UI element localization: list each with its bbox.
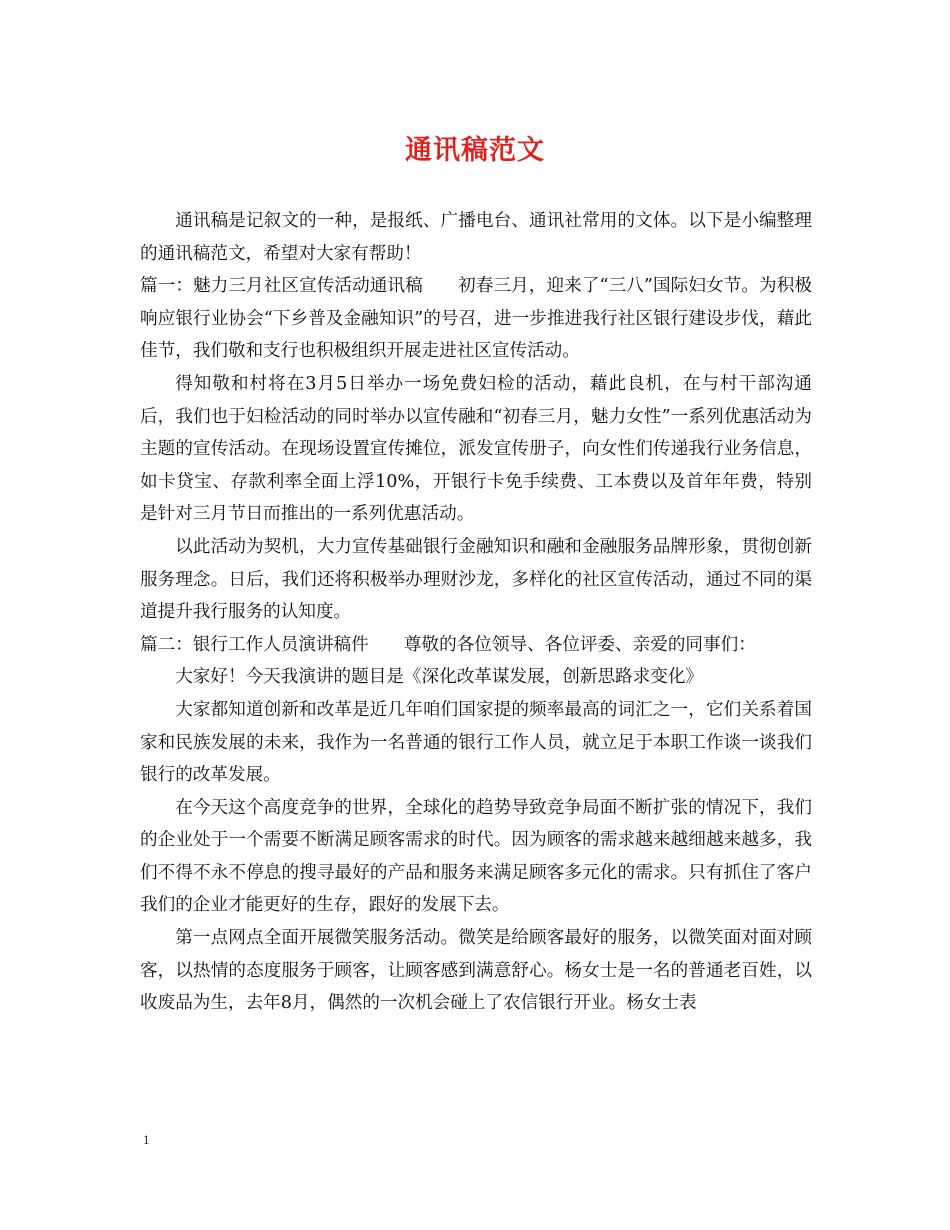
paragraph-competition: 在今天这个高度竞争的世界，全球化的趋势导致竞争局面不断扩张的情况下，我们的企业处于一个需要不断满足顾客需求的时代。因为顾客的需求越来越细越来越多，我们不得不永不停息的搜寻最好的产品和服务来满足顾客多元化的需求。只有抓住了客户我们的企业才能更好的生存，跟好的发展下去。	[140, 797, 812, 916]
paragraph-section-two: 篇二：银行工作人员演讲稿件 尊敬的各位领导、各位评委、亲爱的同事们：	[140, 634, 756, 655]
document-title: 通讯稿范文	[405, 135, 545, 166]
paragraph-intro: 通讯稿是记叙文的一种，是报纸、广播电台、通讯社常用的文体。以下是小编整理的通讯稿范文，希望对大家有帮助！	[140, 211, 812, 264]
paragraph-section-one: 篇一：魅力三月社区宣传活动通讯稿 初春三月，迎来了“三八”国际妇女节。为积极响应银行业协会“下乡普及金融知识”的号召，进一步推进我行社区银行建设步伐，藉此佳节，我们敬和支行也积极组织开展走进社区宣传活动。	[140, 276, 812, 362]
page-number: 1	[143, 1132, 150, 1147]
paragraph-event-details: 得知敬和村将在3月5日举办一场免费妇检的活动，藉此良机，在与村干部沟通后，我们也于妇检活动的同时举办以宣传融和“初春三月，魅力女性”一系列优惠活动为主题的宣传活动。在现场设置宣传摊位，派发宣传册子，向女性们传递我行业务信息，如卡贷宝、存款利率全面上浮10%，开银行卡免手续费、工本费以及首年年费，特别是针对三月节日而推出的一系列优惠活动。	[140, 373, 812, 525]
paragraph-smile-service: 第一点网点全面开展微笑服务活动。微笑是给顾客最好的服务，以微笑面对面对顾客，以热情的态度服务于顾客，让顾客感到满意舒心。杨女士是一名的普通老百姓，以收废品为生，去年8月，偶然的一次机会碰上了农信银行开业。杨女士表	[140, 928, 812, 1014]
paragraph-event-summary: 以此活动为契机，大力宣传基础银行金融知识和融和金融服务品牌形象，贯彻创新服务理念。日后，我们还将积极举办理财沙龙，多样化的社区宣传活动，通过不同的渠道提升我行服务的认知度。	[140, 536, 812, 623]
paragraph-greeting: 大家好！今天我演讲的题目是《深化改革谋发展，创新思路求变化》	[175, 667, 704, 688]
document-body	[140, 205, 812, 1020]
paragraph-innovation: 大家都知道创新和改革是近几年咱们国家提的频率最高的词汇之一，它们关系着国家和民族发展的未来，我作为一名普通的银行工作人员，就立足于本职工作谈一谈我们银行的改革发展。	[140, 699, 812, 786]
